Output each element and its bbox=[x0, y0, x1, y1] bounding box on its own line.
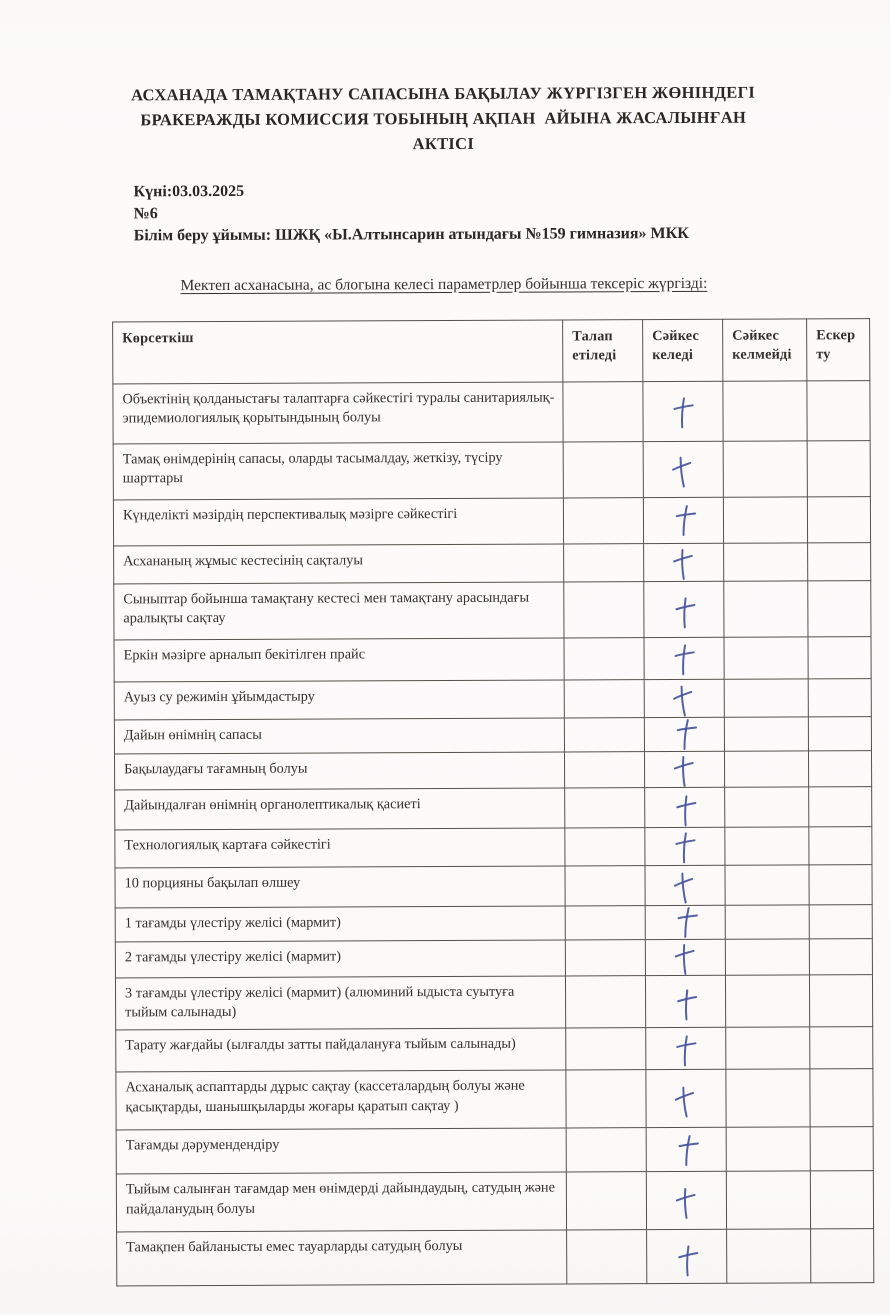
indicator-cell: Бақылаудағы тағамның болуы bbox=[114, 752, 564, 790]
table-row bbox=[115, 826, 872, 867]
saikes-keledi-cell bbox=[643, 497, 723, 543]
handwritten-plus-icon bbox=[672, 1185, 698, 1220]
saikes-keledi-cell bbox=[645, 865, 725, 905]
column-header-eskertu: Ескер ту bbox=[807, 318, 870, 380]
saikes-kelmeidi-cell bbox=[726, 1069, 810, 1127]
talap-etiledi-cell bbox=[564, 637, 644, 679]
saikes-keledi-cell bbox=[645, 827, 725, 865]
table-row bbox=[114, 750, 871, 789]
saikes-keledi-cell bbox=[644, 717, 724, 751]
eskertu-cell bbox=[810, 1069, 873, 1127]
handwritten-plus-icon bbox=[670, 753, 696, 787]
table-row bbox=[113, 440, 870, 499]
saikes-keledi-cell bbox=[643, 441, 723, 497]
saikes-keledi-cell bbox=[647, 1229, 727, 1283]
handwritten-plus-icon bbox=[668, 682, 696, 717]
eskertu-cell bbox=[809, 826, 872, 864]
talap-etiledi-cell bbox=[567, 1230, 647, 1284]
handwritten-plus-icon bbox=[673, 793, 697, 827]
handwritten-plus-icon bbox=[671, 830, 697, 865]
eskertu-cell bbox=[811, 1229, 874, 1283]
eskertu-cell bbox=[809, 786, 872, 826]
saikes-kelmeidi-cell bbox=[724, 750, 808, 786]
talap-etiledi-cell bbox=[566, 1128, 646, 1172]
handwritten-plus-icon bbox=[671, 941, 697, 975]
table-row bbox=[116, 1069, 873, 1130]
talap-etiledi-cell bbox=[566, 1172, 646, 1230]
table-row bbox=[115, 786, 872, 829]
handwritten-plus-icon bbox=[670, 642, 696, 677]
talap-etiledi-cell bbox=[564, 543, 644, 581]
indicator-cell: 2 тағамды үлестіру желісі (мармит) bbox=[115, 940, 565, 978]
indicator-cell: Тарату жағдайы (ылғалды затты пайдалануға тыйым салынады) bbox=[116, 1028, 566, 1072]
saikes-kelmeidi-cell bbox=[724, 580, 808, 636]
saikes-kelmeidi-cell bbox=[724, 716, 808, 750]
talap-etiledi-cell bbox=[563, 497, 643, 543]
indicator-cell: Дайын өнімнің сапасы bbox=[114, 718, 564, 754]
saikes-keledi-cell bbox=[644, 751, 724, 787]
indicator-cell: Асханалық аспаптарды дұрыс сақтау (кассеталардың болуы және қасықтарды, шанышқыларды жоғары қаратып сақтау ) bbox=[116, 1070, 566, 1130]
saikes-kelmeidi-cell bbox=[726, 1127, 810, 1171]
handwritten-plus-icon bbox=[670, 1083, 698, 1120]
indicator-cell: 1 тағамды үлестіру желісі (мармит) bbox=[115, 906, 565, 942]
table-row bbox=[117, 1229, 874, 1286]
talap-etiledi-cell bbox=[564, 717, 644, 751]
talap-etiledi-cell bbox=[563, 441, 643, 497]
indicator-cell: Асхананың жұмыс кестесінің сақталуы bbox=[114, 544, 564, 584]
table-row bbox=[116, 1171, 873, 1232]
table-row bbox=[115, 904, 872, 941]
table-row bbox=[116, 1127, 873, 1174]
saikes-kelmeidi-cell bbox=[724, 636, 808, 678]
talap-etiledi-cell bbox=[566, 1070, 646, 1128]
talap-etiledi-cell bbox=[564, 751, 644, 787]
saikes-keledi-cell bbox=[646, 1127, 726, 1171]
table-row bbox=[113, 496, 870, 545]
table-row bbox=[114, 716, 871, 753]
inspection-table bbox=[112, 318, 874, 1287]
indicator-cell: 3 тағамды үлестіру желісі (мармит) (алюминий ыдыста суытуға тыйым салынады) bbox=[115, 976, 565, 1030]
indicator-cell: Сыныптар бойынша тамақтану кестесі мен тамақтану арасындағы аралықты сақтау bbox=[114, 582, 564, 640]
saikes-keledi-cell bbox=[646, 1171, 726, 1229]
eskertu-cell bbox=[809, 974, 872, 1027]
eskertu-cell bbox=[807, 496, 870, 542]
handwritten-plus-icon bbox=[672, 1032, 698, 1067]
eskertu-cell bbox=[808, 750, 871, 786]
eskertu-cell bbox=[808, 636, 871, 678]
saikes-kelmeidi-cell bbox=[723, 496, 807, 542]
handwritten-plus-icon bbox=[673, 1131, 700, 1167]
eskertu-cell bbox=[808, 678, 871, 716]
talap-etiledi-cell bbox=[564, 679, 644, 717]
saikes-kelmeidi-cell bbox=[724, 678, 808, 716]
saikes-keledi-cell bbox=[645, 975, 725, 1028]
table-row bbox=[114, 580, 871, 639]
handwritten-plus-icon bbox=[667, 453, 695, 490]
handwritten-plus-icon bbox=[674, 1243, 698, 1277]
indicator-cell: Ауыз су режимін ұйымдастыру bbox=[114, 680, 564, 720]
eskertu-cell bbox=[810, 1171, 873, 1229]
indicator-cell: Объектінің қолданыстағы талаптарға сәйкестігі туралы санитариялық-эпидемиологиялық қорытындының болуы bbox=[113, 382, 563, 444]
talap-etiledi-cell bbox=[565, 975, 645, 1028]
table-row bbox=[113, 380, 870, 443]
saikes-keledi-cell bbox=[645, 905, 725, 939]
saikes-keledi-cell bbox=[644, 679, 724, 717]
eskertu-cell bbox=[809, 904, 872, 938]
talap-etiledi-cell bbox=[565, 865, 645, 905]
saikes-keledi-cell bbox=[643, 381, 723, 441]
indicator-cell: 10 порцияны бақылап өлшеу bbox=[115, 866, 565, 908]
indicator-cell: Дайындалған өнімнің органолептикалық қасиеті bbox=[115, 788, 565, 830]
saikes-kelmeidi-cell bbox=[725, 974, 809, 1027]
talap-etiledi-cell bbox=[565, 787, 645, 827]
indicator-cell: Еркін мәзірге арналып бекітілген прайс bbox=[114, 638, 564, 682]
saikes-keledi-cell bbox=[644, 637, 724, 679]
saikes-kelmeidi-cell bbox=[725, 864, 809, 904]
talap-etiledi-cell bbox=[564, 581, 644, 637]
saikes-keledi-cell bbox=[646, 1027, 726, 1069]
handwritten-plus-icon bbox=[672, 905, 699, 939]
talap-etiledi-cell bbox=[565, 905, 645, 939]
handwritten-plus-icon bbox=[671, 717, 698, 751]
eskertu-cell bbox=[809, 864, 872, 904]
eskertu-cell bbox=[807, 380, 870, 440]
saikes-kelmeidi-cell bbox=[725, 904, 809, 938]
organization-line: Білім беру ұйымы: ШЖҚ «Ы.Алтынсарин атындағы №159 гимназия» МКК bbox=[133, 225, 689, 245]
saikes-kelmeidi-cell bbox=[724, 542, 808, 580]
saikes-kelmeidi-cell bbox=[723, 380, 807, 440]
handwritten-plus-icon bbox=[669, 546, 695, 581]
date-line: Күні:03.03.2025 bbox=[133, 183, 245, 201]
inspection-subtitle: Мектеп асханасына, ас блогына келесі параметрлер бойынша тексеріс жүргізді: bbox=[180, 274, 708, 294]
saikes-kelmeidi-cell bbox=[725, 826, 809, 864]
table-row bbox=[114, 678, 871, 719]
talap-etiledi-cell bbox=[565, 939, 645, 975]
handwritten-plus-icon bbox=[670, 502, 697, 538]
saikes-keledi-cell bbox=[644, 581, 724, 637]
handwritten-plus-icon bbox=[672, 595, 696, 629]
eskertu-cell bbox=[808, 542, 871, 580]
saikes-kelmeidi-cell bbox=[726, 1171, 810, 1229]
column-header-saikes-kelmeidi: Сәйкес келмейді bbox=[723, 318, 807, 380]
saikes-keledi-cell bbox=[645, 939, 725, 975]
talap-etiledi-cell bbox=[563, 381, 643, 441]
saikes-kelmeidi-cell bbox=[723, 440, 807, 496]
indicator-cell: Тағамды дәрумендендіру bbox=[116, 1128, 566, 1174]
saikes-keledi-cell bbox=[644, 543, 724, 581]
eskertu-cell bbox=[808, 716, 871, 750]
table-row bbox=[114, 636, 871, 681]
column-header-saikes-keledi: Сәйкес келеді bbox=[643, 319, 723, 381]
indicator-cell: Күнделікті мәзірдің перспективалық мәзірге сәйкестігі bbox=[113, 498, 563, 546]
eskertu-cell bbox=[809, 938, 872, 974]
talap-etiledi-cell bbox=[565, 827, 645, 865]
table-body bbox=[113, 380, 874, 1286]
table-row bbox=[115, 864, 872, 907]
handwritten-plus-icon bbox=[669, 395, 695, 430]
table-row bbox=[115, 938, 872, 977]
table-header-row bbox=[113, 318, 870, 383]
document-title: АСХАНАДА ТАМАҚТАНУ САПАСЫНА БАҚЫЛАУ ЖҮРГІЗГЕН ЖӨНІНДЕГІ БРАКЕРАЖДЫ КОМИССИЯ ТОБЫНЫҢ АҚПАН АЙЫНА ЖАСАЛЫНҒАН АКТІСІ bbox=[131, 82, 756, 153]
act-number-line: №6 bbox=[133, 205, 158, 223]
table-header bbox=[113, 318, 870, 383]
table-row bbox=[114, 542, 871, 583]
handwritten-plus-icon bbox=[669, 869, 697, 905]
saikes-keledi-cell bbox=[646, 1069, 726, 1127]
table-row bbox=[115, 974, 872, 1030]
column-header-talap-etiledi: Талап етіледі bbox=[563, 319, 643, 381]
saikes-kelmeidi-cell bbox=[727, 1229, 811, 1283]
eskertu-cell bbox=[810, 1127, 873, 1171]
talap-etiledi-cell bbox=[566, 1028, 646, 1070]
indicator-cell: Тамақпен байланысты емес тауарларды сатудың болуы bbox=[117, 1230, 567, 1286]
handwritten-plus-icon bbox=[673, 987, 697, 1021]
table-row bbox=[116, 1027, 873, 1072]
indicator-cell: Тыйым салынған тағамдар мен өнімдерді дайындаудың, сатудың және пайдаланудың болуы bbox=[116, 1172, 566, 1232]
saikes-keledi-cell bbox=[645, 787, 725, 827]
eskertu-cell bbox=[808, 580, 871, 636]
indicator-cell: Тамақ өнімдерінің сапасы, оларды тасымалдау, жеткізу, түсіру шарттары bbox=[113, 442, 563, 500]
document-meta bbox=[133, 178, 888, 247]
saikes-kelmeidi-cell bbox=[725, 786, 809, 826]
indicator-cell: Технологиялық картаға сәйкестігі bbox=[115, 828, 565, 868]
saikes-kelmeidi-cell bbox=[725, 938, 809, 974]
column-header-indicator: Көрсеткіш bbox=[113, 320, 563, 384]
eskertu-cell bbox=[810, 1027, 873, 1069]
eskertu-cell bbox=[807, 440, 870, 496]
saikes-kelmeidi-cell bbox=[726, 1027, 810, 1069]
